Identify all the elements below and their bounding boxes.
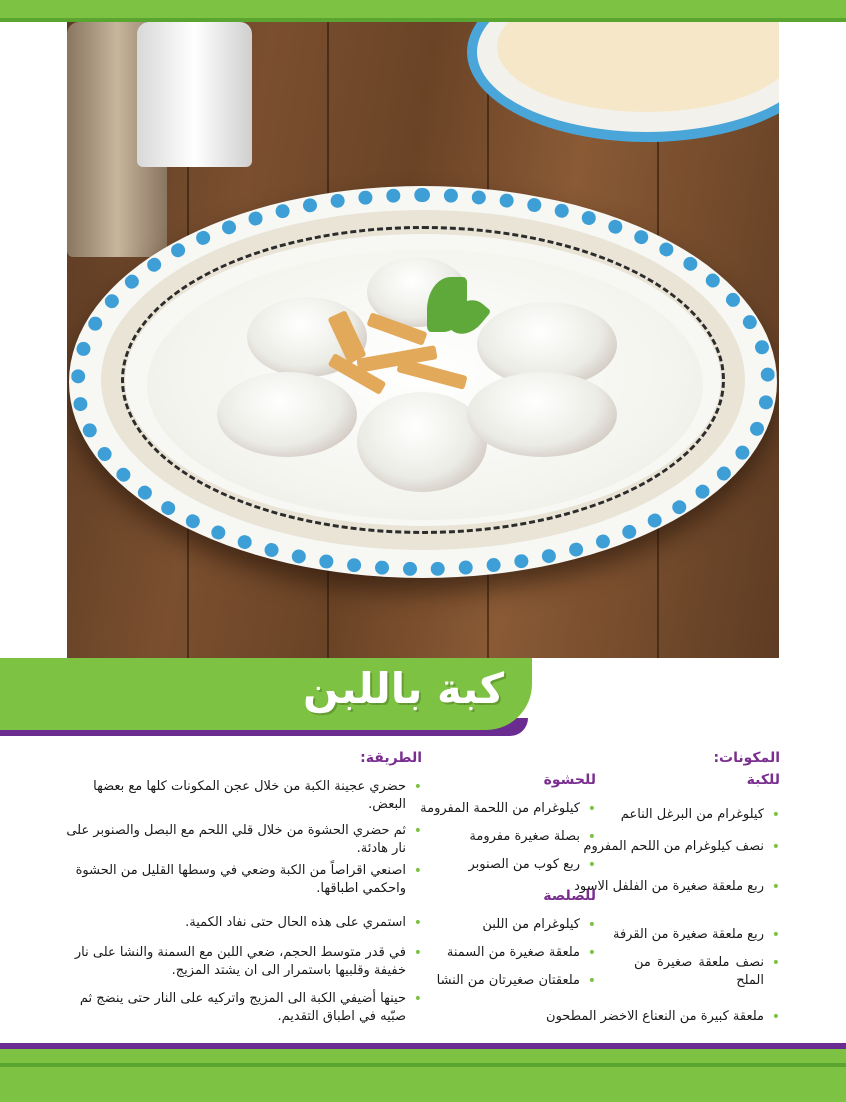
kibbeh-heading: للكبة [746,772,780,788]
list-item: • ربع ملعقة صغيرة من الفلفل الاسود [570,878,780,896]
list-item: • كيلوغرام من اللبن [402,916,596,934]
ingredients-heading: المكونات: [713,750,780,766]
filling-heading: للحشوة [543,772,596,788]
sauce-heading: للصلصة [543,888,596,904]
list-item: • كيلوغرام من اللحمة المفرومة [402,800,596,818]
salt-shaker [137,22,252,167]
method-step: • اصنعي اقراصاً من الكبة وضعي في وسطها القليل من الحشوة واحكمي اطباقها. [60,862,422,898]
method-heading: الطريقة: [360,750,422,766]
list-item: • ربع ملعقة صغيرة من القرفة [570,926,780,944]
method-step: • ثم حضري الحشوة من خلال قلي اللحم مع البصل والصنوبر على نار هادئة. [60,822,422,858]
list-item: • بصلة صغيرة مفرومة [402,828,596,846]
method-step: • حضري عجينة الكبة من خلال عجن المكونات كلها مع بعضها البعض. [60,778,422,814]
method-step: • استمري على هذه الحال حتى نفاد الكمية. [60,914,422,932]
recipe-title-text: كبة باللبن [302,664,504,713]
top-green-bar [0,0,846,22]
list-item: • ربع كوب من الصنوبر [402,856,596,874]
list-item: • نصف ملعقة صغيرة من الملح [634,954,780,990]
list-item: • ملعقة كبيرة من النعناع الاخضر المطحون [504,1008,780,1026]
list-item: • كيلوغرام من البرغل الناعم [570,806,780,824]
recipe-content [0,740,846,1040]
kibbeh-ball [217,372,357,457]
kibbeh-ball [467,372,617,457]
list-item: • ملعقتان صغيرتان من النشا [402,972,596,990]
list-item: • نصف كيلوغرام من اللحم المفروم [570,838,780,856]
list-item: • ملعقة صغيرة من السمنة [402,944,596,962]
recipe-title [0,658,532,730]
dish-photo [67,22,779,658]
method-step: • حينها أضيفي الكبة الى المزيج واتركيه على النار حتى ينضج ثم صبّيه في اطباق التقديم. [60,990,422,1026]
method-step: • في قدر متوسط الحجم، ضعي اللبن مع السمنة والنشا على نار خفيفة وقلبيها باستمرار الى ان يشتد المزيج. [60,944,422,980]
bottom-green-bar [0,1049,846,1102]
